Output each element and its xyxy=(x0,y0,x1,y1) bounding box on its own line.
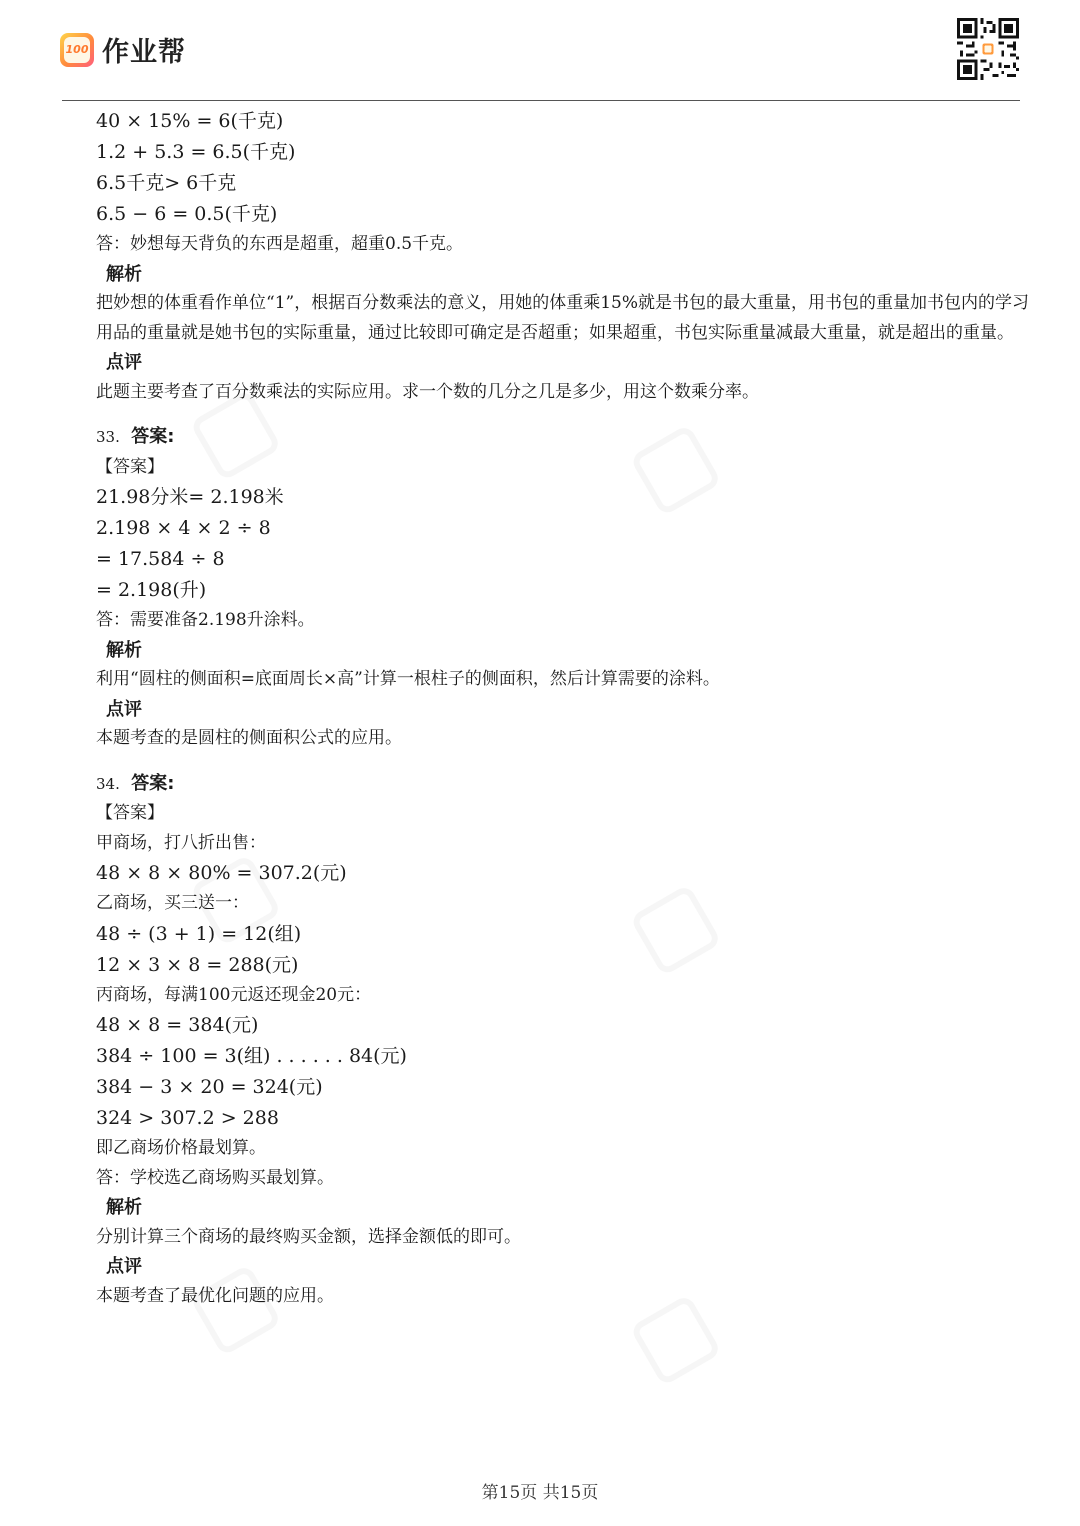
comment-text: 本题考查了最优化问题的应用。 xyxy=(96,1285,334,1306)
solution-line: 甲商场，打八折出售： xyxy=(96,832,266,853)
solution-line: 384 ÷ 100 = 3(组) . . . . . . 84(元) xyxy=(96,1045,407,1067)
comment-heading: 点评 xyxy=(106,352,142,373)
question-number: 34. xyxy=(96,774,120,793)
question-title: 答案: xyxy=(131,772,175,794)
analysis-text: 利用“圆柱的侧面积=底面周长×高”计算一根柱子的侧面积，然后计算需要的涂料。 xyxy=(96,669,720,689)
solution-line: = 2.198(升) xyxy=(96,579,207,601)
document-body xyxy=(96,106,1041,1311)
solution-line: 324 > 307.2 > 288 xyxy=(96,1107,279,1129)
solution-line: 21.98分米= 2.198米 xyxy=(96,486,284,508)
solution-line: 1.2 + 5.3 = 6.5(千克) xyxy=(96,141,296,163)
logo-badge-text: 100 xyxy=(64,37,90,63)
solution-line: 2.198 × 4 × 2 ÷ 8 xyxy=(96,517,271,539)
analysis-heading: 解析 xyxy=(106,263,142,285)
solution-line: 48 ÷ (3 + 1) = 12(组) xyxy=(96,922,302,945)
final-answer: 答：学校选乙商场购买最划算。 xyxy=(96,1167,334,1188)
question-heading xyxy=(96,769,1041,800)
analysis-heading: 解析 xyxy=(106,639,142,661)
question-32-tail xyxy=(96,106,1041,407)
comment-heading: 点评 xyxy=(106,1256,142,1277)
question-title: 答案: xyxy=(131,426,175,447)
page-number: 第15页 共15页 xyxy=(481,1483,599,1503)
question-number: 33. xyxy=(96,428,120,446)
solution-line: 40 × 15% = 6(千克) xyxy=(96,110,284,132)
qr-code-icon xyxy=(957,18,1019,80)
logo-badge-icon xyxy=(60,33,94,67)
final-answer: 答：妙想每天背负的东西是超重，超重0.5千克。 xyxy=(96,234,464,254)
analysis-text: 把妙想的体重看作单位“1”，根据百分数乘法的意义，用她的体重乘15%就是书包的最大重量，用书包的重量加书包内的学习用品的重量就是她书包的实际重量，通过比较即可确定是否超重；如果超重，书包实际重量减最大重量，就是超出的重量。 xyxy=(96,293,1029,343)
comment-heading: 点评 xyxy=(106,698,142,720)
answer-tag: 【答案】 xyxy=(96,456,164,477)
logo xyxy=(60,30,186,69)
solution-line: 乙商场，买三送一： xyxy=(96,893,249,913)
comment-text: 本题考查的是圆柱的侧面积公式的应用。 xyxy=(96,728,402,748)
solution-line: 6.5千克> 6千克 xyxy=(96,172,237,194)
final-answer: 答：需要准备2.198升涂料。 xyxy=(96,610,315,630)
solution-line: 48 × 8 = 384(元) xyxy=(96,1014,259,1036)
solution-line: 丙商场，每满100元返还现金20元： xyxy=(96,984,372,1005)
page-header xyxy=(0,0,1080,102)
solution-line: 384 − 3 × 20 = 324(元) xyxy=(96,1076,323,1098)
analysis-heading: 解析 xyxy=(106,1197,142,1218)
logo-text: 作业帮 xyxy=(102,37,186,68)
solution-line: = 17.584 ÷ 8 xyxy=(96,548,225,570)
question-33 xyxy=(96,422,1041,754)
answer-tag: 【答案】 xyxy=(96,803,164,823)
solution-line: 即乙商场价格最划算。 xyxy=(96,1138,266,1158)
solution-line: 6.5 − 6 = 0.5(千克) xyxy=(96,203,278,225)
header-divider xyxy=(62,100,1020,101)
question-34 xyxy=(96,769,1041,1312)
analysis-text: 分别计算三个商场的最终购买金额，选择金额低的即可。 xyxy=(96,1226,521,1247)
solution-line: 48 × 8 × 80% = 307.2(元) xyxy=(96,862,347,884)
comment-text: 此题主要考查了百分数乘法的实际应用。求一个数的几分之几是多少，用这个数乘分率。 xyxy=(96,381,759,402)
question-heading xyxy=(96,422,1041,453)
solution-line: 12 × 3 × 8 = 288(元) xyxy=(96,953,299,976)
